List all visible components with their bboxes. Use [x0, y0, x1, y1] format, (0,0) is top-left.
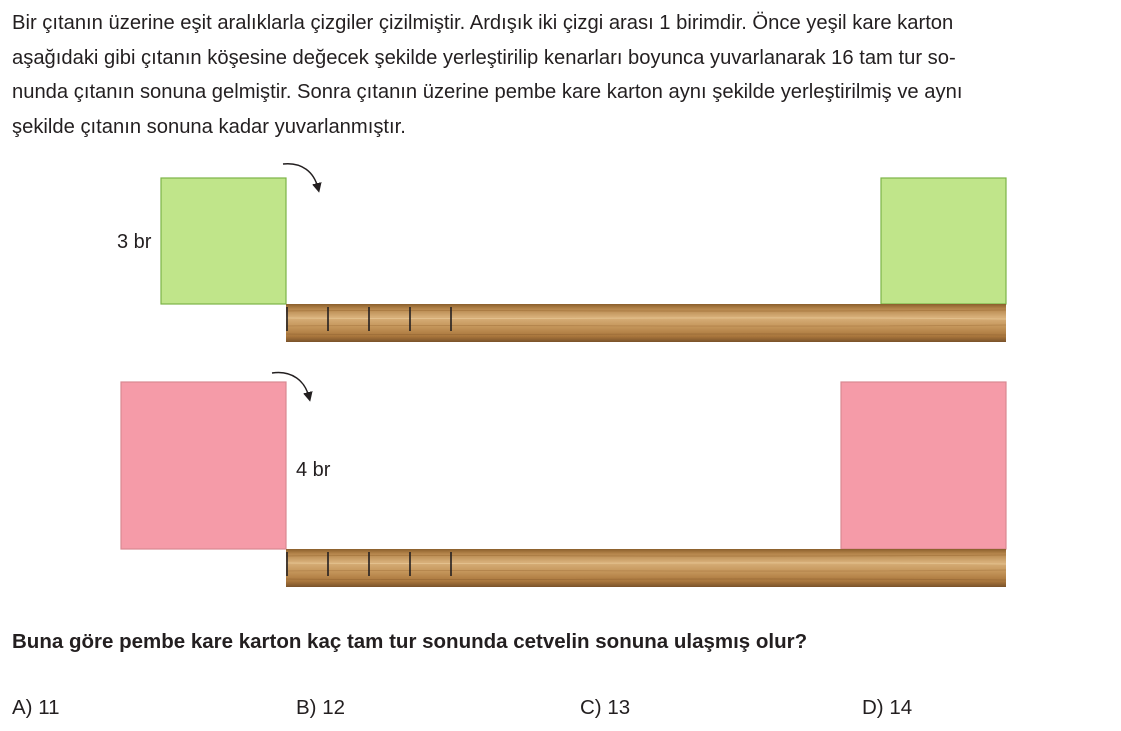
green-figure [117, 164, 1006, 342]
green-square-end [881, 178, 1006, 304]
problem-text-line: şekilde çıtanın sonuna kadar yuvarlanmıştır. [12, 115, 406, 138]
choice-c[interactable]: C) 13 [580, 696, 631, 719]
pink-side-label: 4 br [296, 459, 331, 481]
wooden-stick-top [286, 304, 1006, 342]
wooden-stick-bottom [286, 549, 1006, 587]
green-side-label: 3 br [117, 231, 152, 253]
choice-b[interactable]: B) 12 [296, 696, 345, 719]
pink-square-start [121, 382, 286, 549]
pink-figure [121, 373, 1006, 587]
choice-a[interactable]: A) 11 [12, 696, 60, 719]
question-text: Buna göre pembe kare karton kaç tam tur sonunda cetvelin sonuna ulaşmış olur? [12, 630, 808, 653]
problem-text-line: Bir çıtanın üzerine eşit aralıklarla çizgiler çizilmiştir. Ardışık iki çizgi arası 1 birimdir. Önce yeşil kare karton [12, 12, 954, 34]
green-square-start [161, 178, 286, 304]
choice-d[interactable]: D) 14 [862, 696, 913, 719]
pink-square-end [841, 382, 1006, 549]
problem-text-line: nunda çıtanın sonuna gelmiştir. Sonra çıtanın üzerine pembe kare karton aynı şekilde yerleştirilmiş ve aynı [12, 81, 963, 104]
rotation-arrow-icon [283, 164, 318, 188]
problem-text-line: aşağıdaki gibi çıtanın köşesine değecek şekilde yerleştirilip kenarları boyunca yuvarlanarak 16 tam tur so- [12, 46, 956, 69]
